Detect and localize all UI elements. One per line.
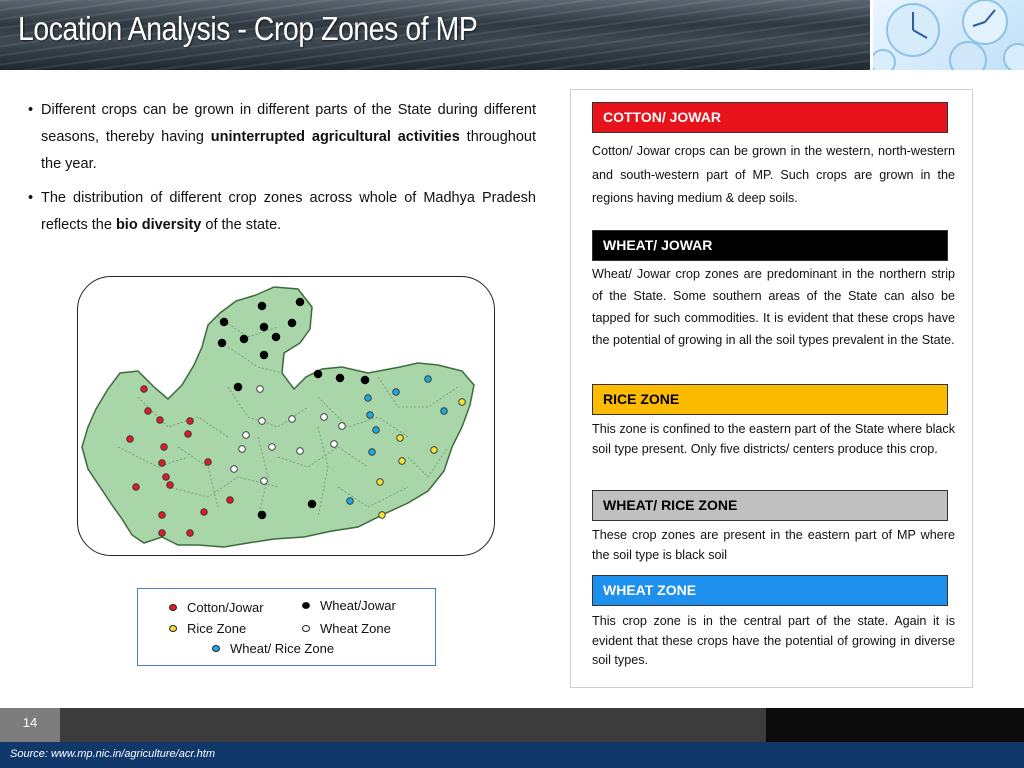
wheat-marker [259, 418, 266, 425]
cotton-jowar-marker [227, 497, 234, 504]
legend-label: Wheat/Jowar [320, 598, 396, 613]
wheat-jowar-marker [288, 319, 296, 327]
legend-item-wheat-rice-zone [212, 641, 334, 656]
cotton-jowar-marker [185, 431, 192, 438]
map-legend [137, 588, 436, 666]
zone-header-rice: RICE ZONE [592, 384, 948, 415]
bullet-symbol: • [28, 190, 34, 206]
zone-description: This crop zone is in the central part of the state. Again it is evident that these crops have the potential of growing in diverse soil types. [592, 614, 955, 667]
zone-description: Cotton/ Jowar crops can be grown in the western, north-western and south-western part of MP. Such crops are grown in the regions having medium & deep soils. [592, 144, 955, 205]
cotton-jowar-marker [159, 530, 166, 537]
wheat-rice-marker [373, 427, 380, 434]
zone-header-cotton-jowar: COTTON/ JOWAR [592, 102, 948, 133]
zone-description: This zone is confined to the eastern part of the State where black soil type present. Only five districts/ centers produce this crop. [592, 422, 955, 456]
wheat-jowar-marker [308, 500, 316, 508]
clock-image [870, 0, 1024, 70]
title-banner [0, 0, 1024, 70]
cotton-jowar-marker [159, 512, 166, 519]
zone-header-wheat-rice: WHEAT/ RICE ZONE [592, 490, 948, 521]
cotton-jowar-marker [159, 460, 166, 467]
legend-label: Cotton/Jowar [187, 600, 264, 615]
rice-marker [379, 512, 386, 519]
wheat-marker [231, 466, 238, 473]
rice-marker [399, 458, 406, 465]
cotton-jowar-marker [163, 474, 170, 481]
wheat-rice-marker [393, 389, 400, 396]
bullet-item [28, 97, 536, 178]
legend-item-cotton-jowar [169, 600, 264, 615]
wheat-rice-marker [441, 408, 448, 415]
wheat-marker [257, 386, 264, 393]
bullet-list [28, 97, 536, 246]
blue-dot-icon [212, 645, 220, 652]
cotton-jowar-marker [187, 418, 194, 425]
crop-zones-panel [570, 89, 973, 688]
rice-marker [397, 435, 404, 442]
slide-title: Location Analysis - Crop Zones of MP [18, 10, 478, 47]
cotton-jowar-marker [127, 436, 134, 443]
wheat-marker [269, 444, 276, 451]
wheat-marker [261, 478, 268, 485]
wheat-jowar-marker [240, 335, 248, 343]
red-dot-icon [169, 604, 177, 611]
source-bar [0, 742, 1024, 768]
cotton-jowar-marker [201, 509, 208, 516]
rice-marker [431, 447, 438, 454]
wheat-jowar-marker [258, 511, 266, 519]
wheat-jowar-marker [296, 298, 304, 306]
bullet-symbol: • [28, 102, 34, 118]
wheat-marker [239, 446, 246, 453]
cotton-jowar-marker [141, 386, 148, 393]
wheat-marker [339, 423, 346, 430]
bullet-text: Different crops can be grown in different parts of the State during different seasons, thereby having [41, 102, 536, 145]
bullet-text: The distribution of different crop zones across whole of Madhya Pradesh reflects the [41, 190, 536, 233]
rice-marker [377, 479, 384, 486]
rice-marker [459, 399, 466, 406]
wheat-marker [321, 414, 328, 421]
legend-label: Wheat Zone [320, 621, 391, 636]
wheat-jowar-marker [220, 318, 228, 326]
zone-description: Wheat/ Jowar crop zones are predominant in the northern strip of the State. Some southern areas of the State can also be tapped for such commodities. It is evident that these crops have the potential of growing in all the soil types prevalent in the State. [592, 267, 955, 347]
wheat-marker [243, 432, 250, 439]
page-number: 14 [0, 708, 60, 742]
cotton-jowar-marker [133, 484, 140, 491]
wheat-rice-marker [369, 449, 376, 456]
black-dot-icon [302, 602, 310, 609]
bullet-emphasis: bio diversity [115, 217, 202, 233]
wheat-jowar-marker [234, 383, 242, 391]
cotton-jowar-marker [205, 459, 212, 466]
wheat-jowar-marker [218, 339, 226, 347]
legend-item-rice-zone [169, 621, 246, 636]
clock-icon [873, 0, 1024, 70]
wheat-jowar-marker [258, 302, 266, 310]
cotton-jowar-marker [157, 417, 164, 424]
bullet-text-end: throughout the year. [41, 129, 537, 172]
legend-item-wheat-jowar [302, 598, 396, 613]
wheat-marker [331, 441, 338, 448]
white-dot-icon [302, 625, 310, 632]
wheat-jowar-marker [361, 376, 369, 384]
zone-description: These crop zones are present in the eastern part of MP where the soil type is black soil [592, 528, 955, 562]
wheat-jowar-marker [314, 370, 322, 378]
wheat-marker [297, 448, 304, 455]
bullet-item [28, 185, 536, 239]
bullet-emphasis: uninterrupted agricultural activities [210, 129, 460, 145]
wheat-rice-marker [367, 412, 374, 419]
legend-label: Wheat/ Rice Zone [230, 641, 335, 656]
wheat-jowar-marker [272, 333, 280, 341]
footer-bar [0, 708, 1024, 742]
source-citation: Source: www.mp.nic.in/agriculture/acr.htm [10, 748, 215, 760]
wheat-jowar-marker [260, 323, 268, 331]
mp-map [77, 276, 495, 556]
state-outline [82, 287, 474, 547]
cotton-jowar-marker [145, 408, 152, 415]
footer-dark-block [766, 708, 1024, 742]
legend-label: Rice Zone [187, 621, 247, 636]
legend-item-wheat-zone [302, 621, 391, 636]
cotton-jowar-marker [167, 482, 174, 489]
map-graphic [78, 277, 495, 556]
wheat-jowar-marker [336, 374, 344, 382]
zone-header-wheat-jowar: WHEAT/ JOWAR [592, 230, 948, 261]
wheat-rice-marker [365, 395, 372, 402]
wheat-rice-marker [425, 376, 432, 383]
zone-header-wheat: WHEAT ZONE [592, 575, 948, 606]
bullet-text-end: of the state. [201, 217, 282, 233]
wheat-marker [289, 416, 296, 423]
cotton-jowar-marker [187, 530, 194, 537]
wheat-jowar-marker [260, 351, 268, 359]
yellow-dot-icon [169, 625, 177, 632]
wheat-rice-marker [347, 498, 354, 505]
cotton-jowar-marker [161, 444, 168, 451]
